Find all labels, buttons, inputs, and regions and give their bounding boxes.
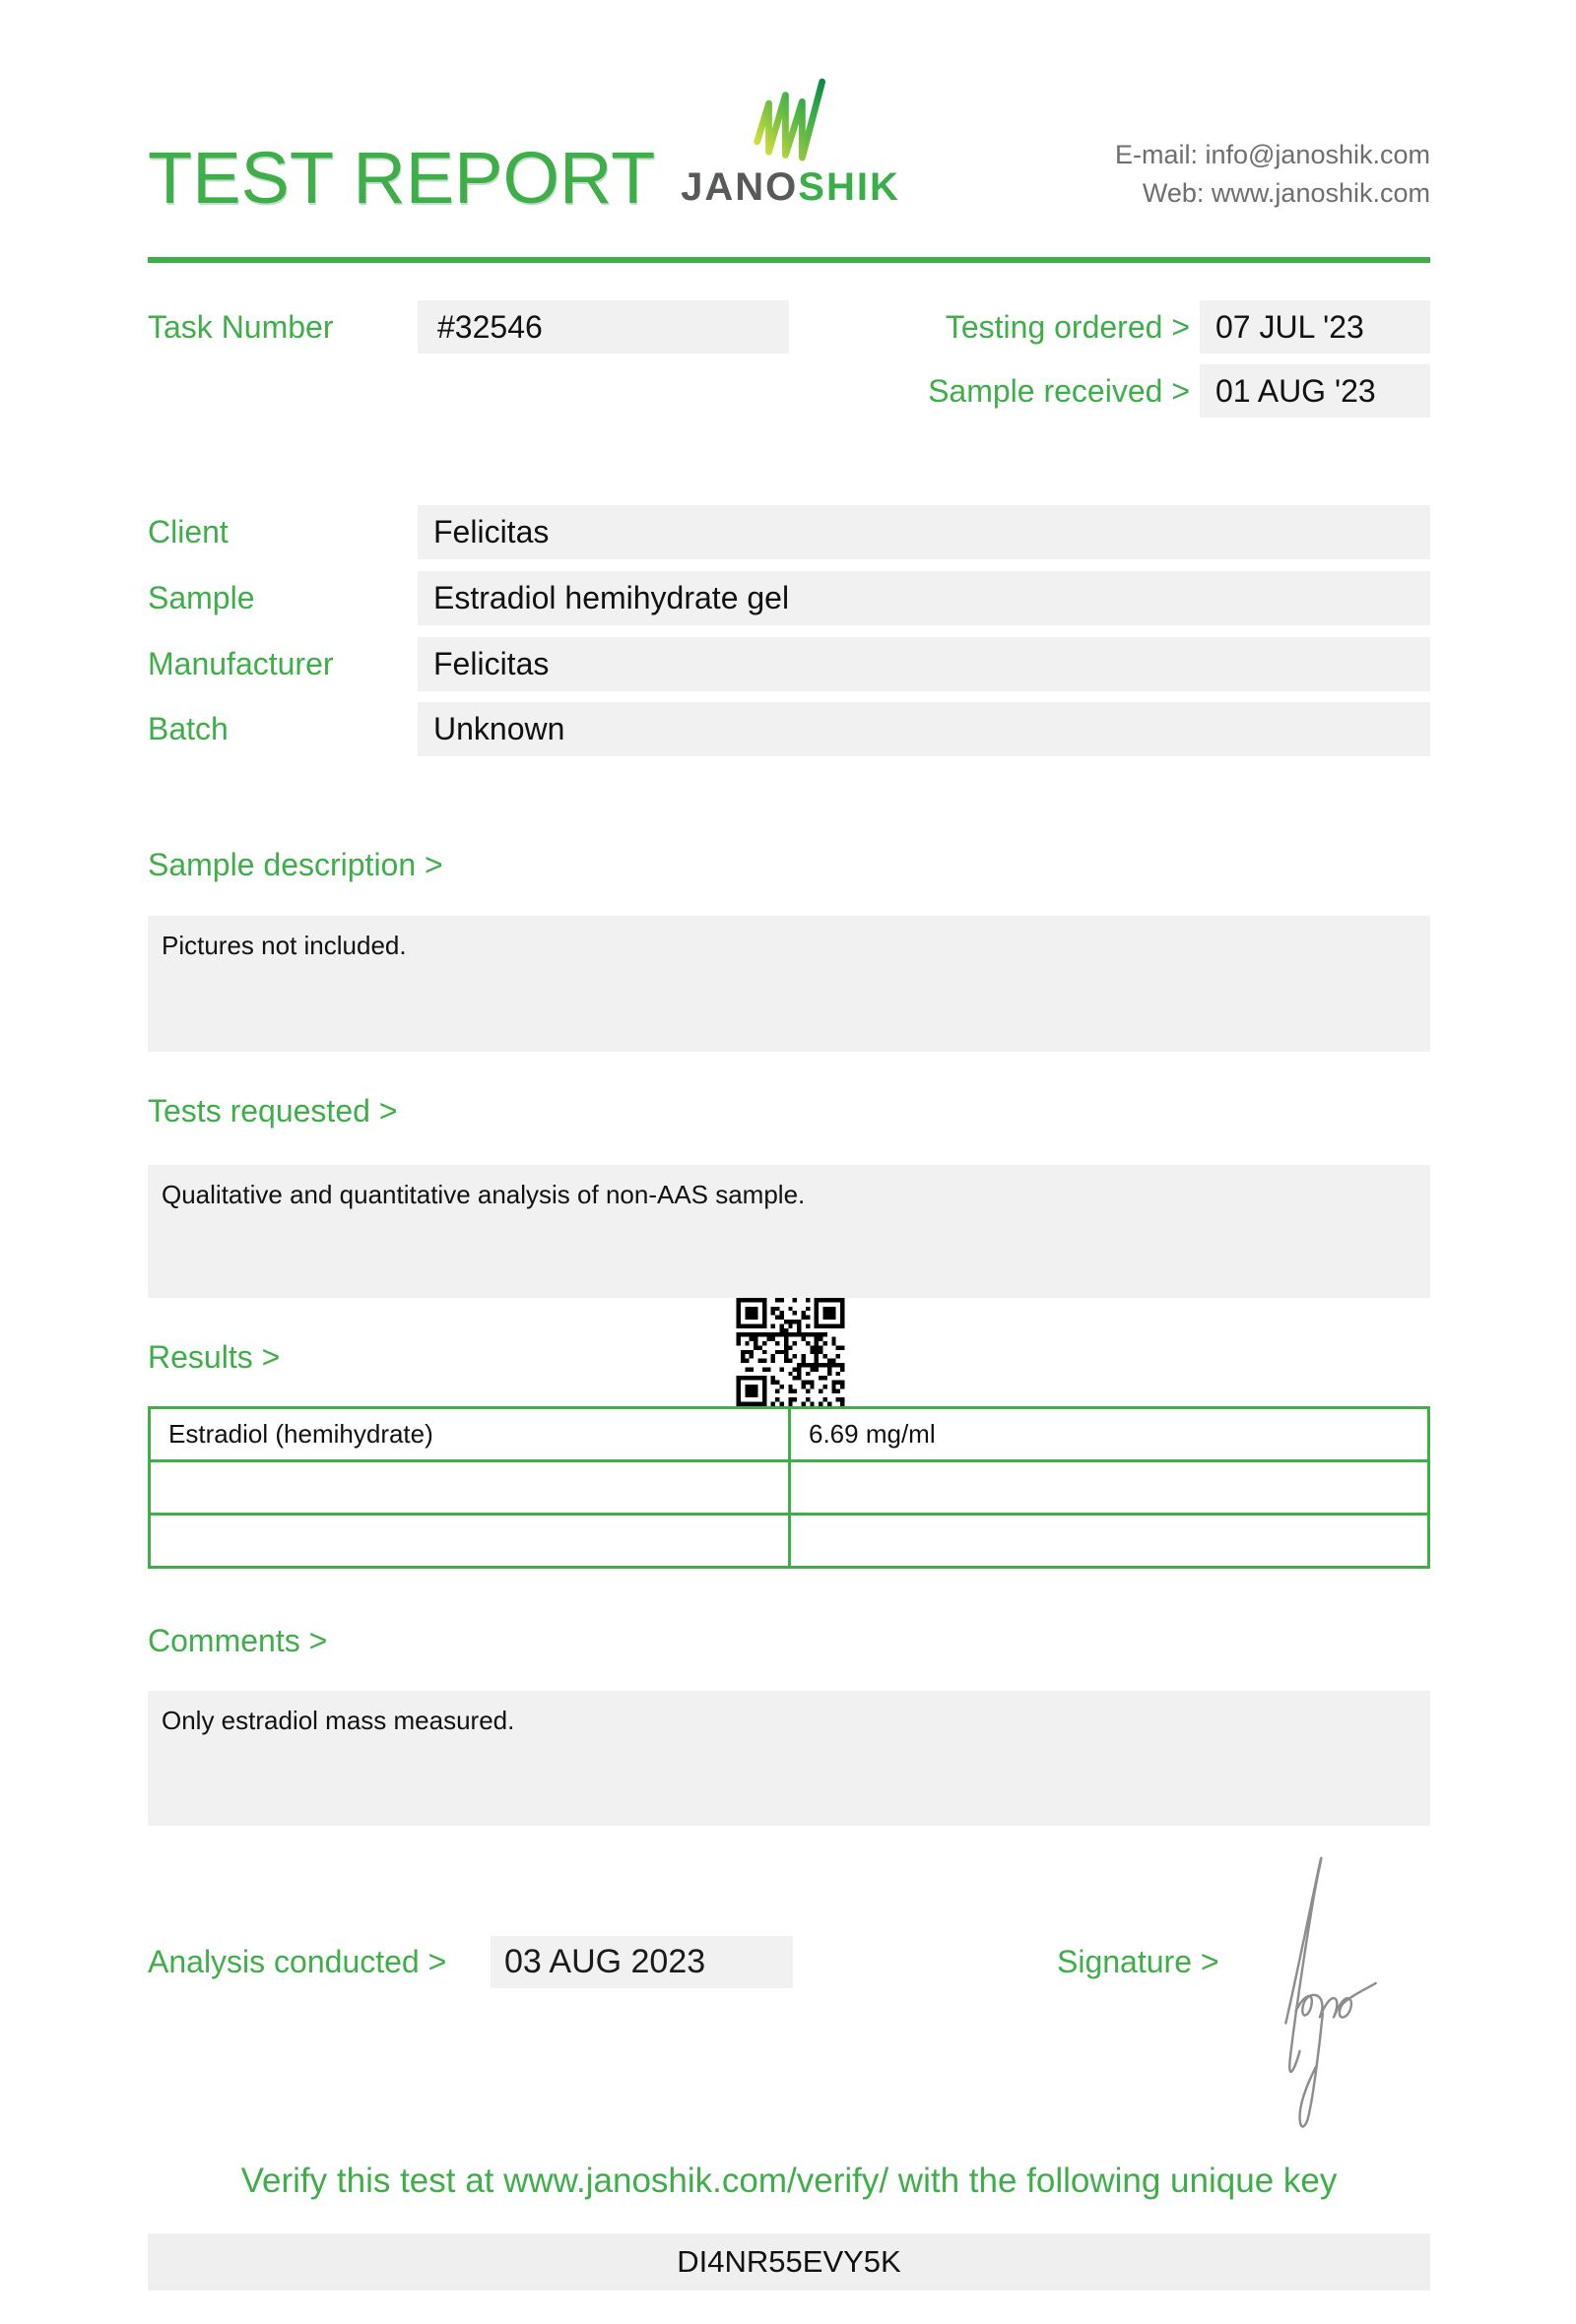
result-analyte — [150, 1515, 790, 1568]
client-value: Felicitas — [418, 505, 1430, 559]
comments-box — [148, 1691, 1430, 1826]
table-row — [150, 1408, 1429, 1461]
batch-value: Unknown — [418, 702, 1430, 756]
testing-ordered-value: 07 JUL '23 — [1200, 300, 1430, 354]
result-analyte: Estradiol (hemihydrate) — [150, 1408, 790, 1461]
page-title: TEST REPORT — [148, 137, 656, 219]
results-table — [148, 1406, 1430, 1569]
comments-heading: Comments > — [148, 1623, 328, 1658]
results-heading: Results > — [148, 1339, 281, 1375]
client-label: Client — [148, 514, 229, 549]
result-value — [790, 1461, 1429, 1515]
analysis-date-value: 03 AUG 2023 — [491, 1936, 793, 1988]
sample-description-box — [148, 916, 1430, 1052]
sample-received-value: 01 AUG '23 — [1200, 364, 1430, 418]
qr-code — [736, 1298, 845, 1406]
logo-text-jano: JANO — [681, 165, 799, 209]
table-row — [150, 1461, 1429, 1515]
table-row — [150, 1515, 1429, 1568]
logo-wordmark — [680, 165, 901, 210]
contact-email: E-mail: info@janoshik.com — [1114, 140, 1430, 169]
task-number-label: Task Number — [148, 309, 334, 345]
sample-description-heading: Sample description > — [148, 847, 443, 882]
testing-ordered-label: Testing ordered > — [945, 309, 1190, 345]
header-divider — [148, 257, 1430, 263]
growth-chart-icon — [739, 77, 842, 163]
comments-text: Only estradiol mass measured. — [162, 1706, 515, 1735]
task-number-value: #32546 — [418, 300, 789, 354]
batch-label: Batch — [148, 711, 229, 746]
sample-label: Sample — [148, 580, 255, 615]
analysis-conducted-label: Analysis conducted > — [148, 1944, 447, 1979]
sample-value: Estradiol hemihydrate gel — [418, 571, 1430, 625]
tests-requested-heading: Tests requested > — [148, 1093, 398, 1129]
logo-text-shik: SHIK — [798, 165, 900, 209]
verify-instruction: Verify this test at www.janoshik.com/verify/ with the following unique key — [240, 2162, 1338, 2200]
manufacturer-label: Manufacturer — [148, 646, 334, 681]
result-value — [790, 1515, 1429, 1568]
handwritten-signature — [1276, 1853, 1386, 2133]
sample-description-text: Pictures not included. — [162, 931, 407, 960]
tests-requested-box — [148, 1165, 1430, 1298]
contact-web: Web: www.janoshik.com — [1142, 178, 1430, 208]
test-report-page — [148, 0, 1430, 2324]
result-value: 6.69 mg/ml — [790, 1408, 1429, 1461]
janoshik-logo — [680, 77, 901, 210]
contact-info — [1115, 136, 1430, 213]
manufacturer-value: Felicitas — [418, 637, 1430, 691]
signature-label: Signature > — [1057, 1944, 1219, 1979]
tests-requested-text: Qualitative and quantitative analysis of non-AAS sample. — [162, 1180, 806, 1209]
result-analyte — [150, 1461, 790, 1515]
verify-key: DI4NR55EVY5K — [148, 2233, 1430, 2291]
sample-received-label: Sample received > — [928, 373, 1190, 409]
